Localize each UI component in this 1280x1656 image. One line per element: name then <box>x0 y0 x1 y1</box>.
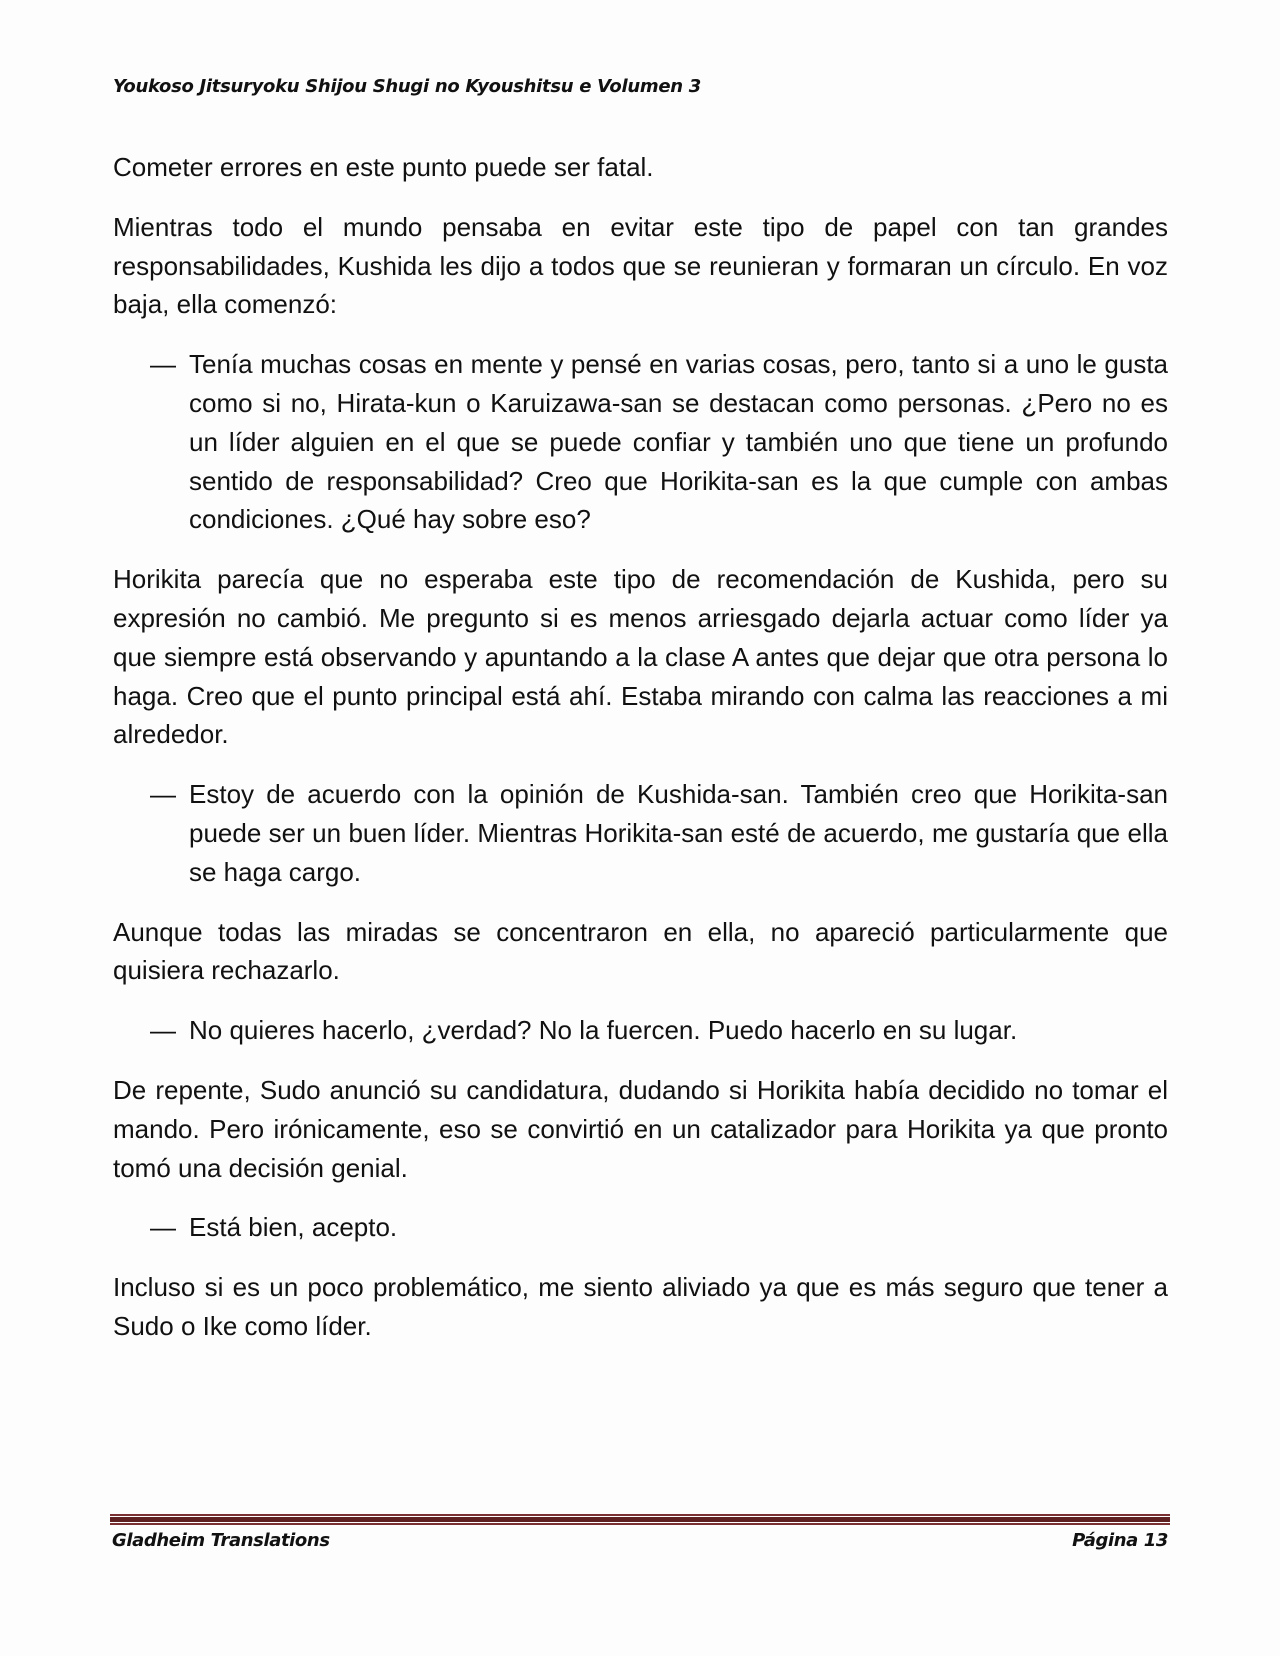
paragraph: Cometer errores en este punto puede ser fatal. <box>113 152 654 182</box>
paragraph: Horikita parecía que no esperaba este tipo de recomendación de Kushida, pero su expresión no cambió. Me pregunto si es menos arriesgado dejarla actuar como líder ya que siempre está observando y apuntando a la clase A antes que dejar que otra persona lo haga. Creo que el punto principal está ahí. Estaba mirando con calma las reacciones a mi alrededor. <box>113 564 1168 750</box>
footer-rule-line <box>110 1523 1170 1525</box>
page-number: Página 13 <box>1072 1530 1168 1551</box>
paragraph: De repente, Sudo anunció su candidatura, dudando si Horikita había decidido no tomar el mando. Pero irónicamente, eso se convirtió en un catalizador para Horikita ya que pronto tomó una decisión genial. <box>113 1074 1168 1183</box>
footer-rule-band <box>110 1517 1170 1522</box>
em-dash: — <box>150 1212 176 1243</box>
footer-rule-line <box>110 1514 1170 1516</box>
dialogue-line <box>113 1208 1168 1247</box>
dialogue-line <box>113 1011 1168 1050</box>
em-dash: — <box>150 349 176 380</box>
page-body <box>113 148 1168 1367</box>
dialogue-text: Tenía muchas cosas en mente y pensé en varias cosas, pero, tanto si a uno le gusta como si no, Hirata-kun o Karuizawa-san se destacan como personas. ¿Pero no es un líder alguien en el que se puede confiar y también uno que tiene un profundo sentido de responsabilidad? Creo que Horikita-san es la que cumple con ambas condiciones. ¿Qué hay sobre eso? <box>189 349 1168 535</box>
dialogue-text: No quieres hacerlo, ¿verdad? No la fuercen. Puedo hacerlo en su lugar. <box>189 1015 1018 1046</box>
footer-publisher: Gladheim Translations <box>112 1530 330 1551</box>
em-dash: — <box>150 1015 176 1046</box>
dialogue-line <box>113 775 1168 891</box>
paragraph: Aunque todas las miradas se concentraron en ella, no apareció particularmente que quisiera rechazarlo. <box>113 916 1168 986</box>
dialogue-text: Estoy de acuerdo con la opinión de Kushida-san. También creo que Horikita-san puede ser un buen líder. Mientras Horikita-san esté de acuerdo, me gustaría que ella se haga cargo. <box>189 779 1168 887</box>
paragraph: Incluso si es un poco problemático, me siento aliviado ya que es más seguro que tener a Sudo o Ike como líder. <box>113 1272 1168 1341</box>
dialogue-text: Está bien, acepto. <box>189 1212 398 1243</box>
footer-rule <box>110 1514 1170 1526</box>
paragraph: Mientras todo el mundo pensaba en evitar este tipo de papel con tan grandes responsabilidades, Kushida les dijo a todos que se reunieran y formaran un círculo. En voz baja, ella comenzó: <box>113 211 1168 320</box>
em-dash: — <box>150 779 176 810</box>
dialogue-line <box>113 345 1168 539</box>
running-header: Youkoso Jitsuryoku Shijou Shugi no Kyoushitsu e Volumen 3 <box>113 76 701 97</box>
